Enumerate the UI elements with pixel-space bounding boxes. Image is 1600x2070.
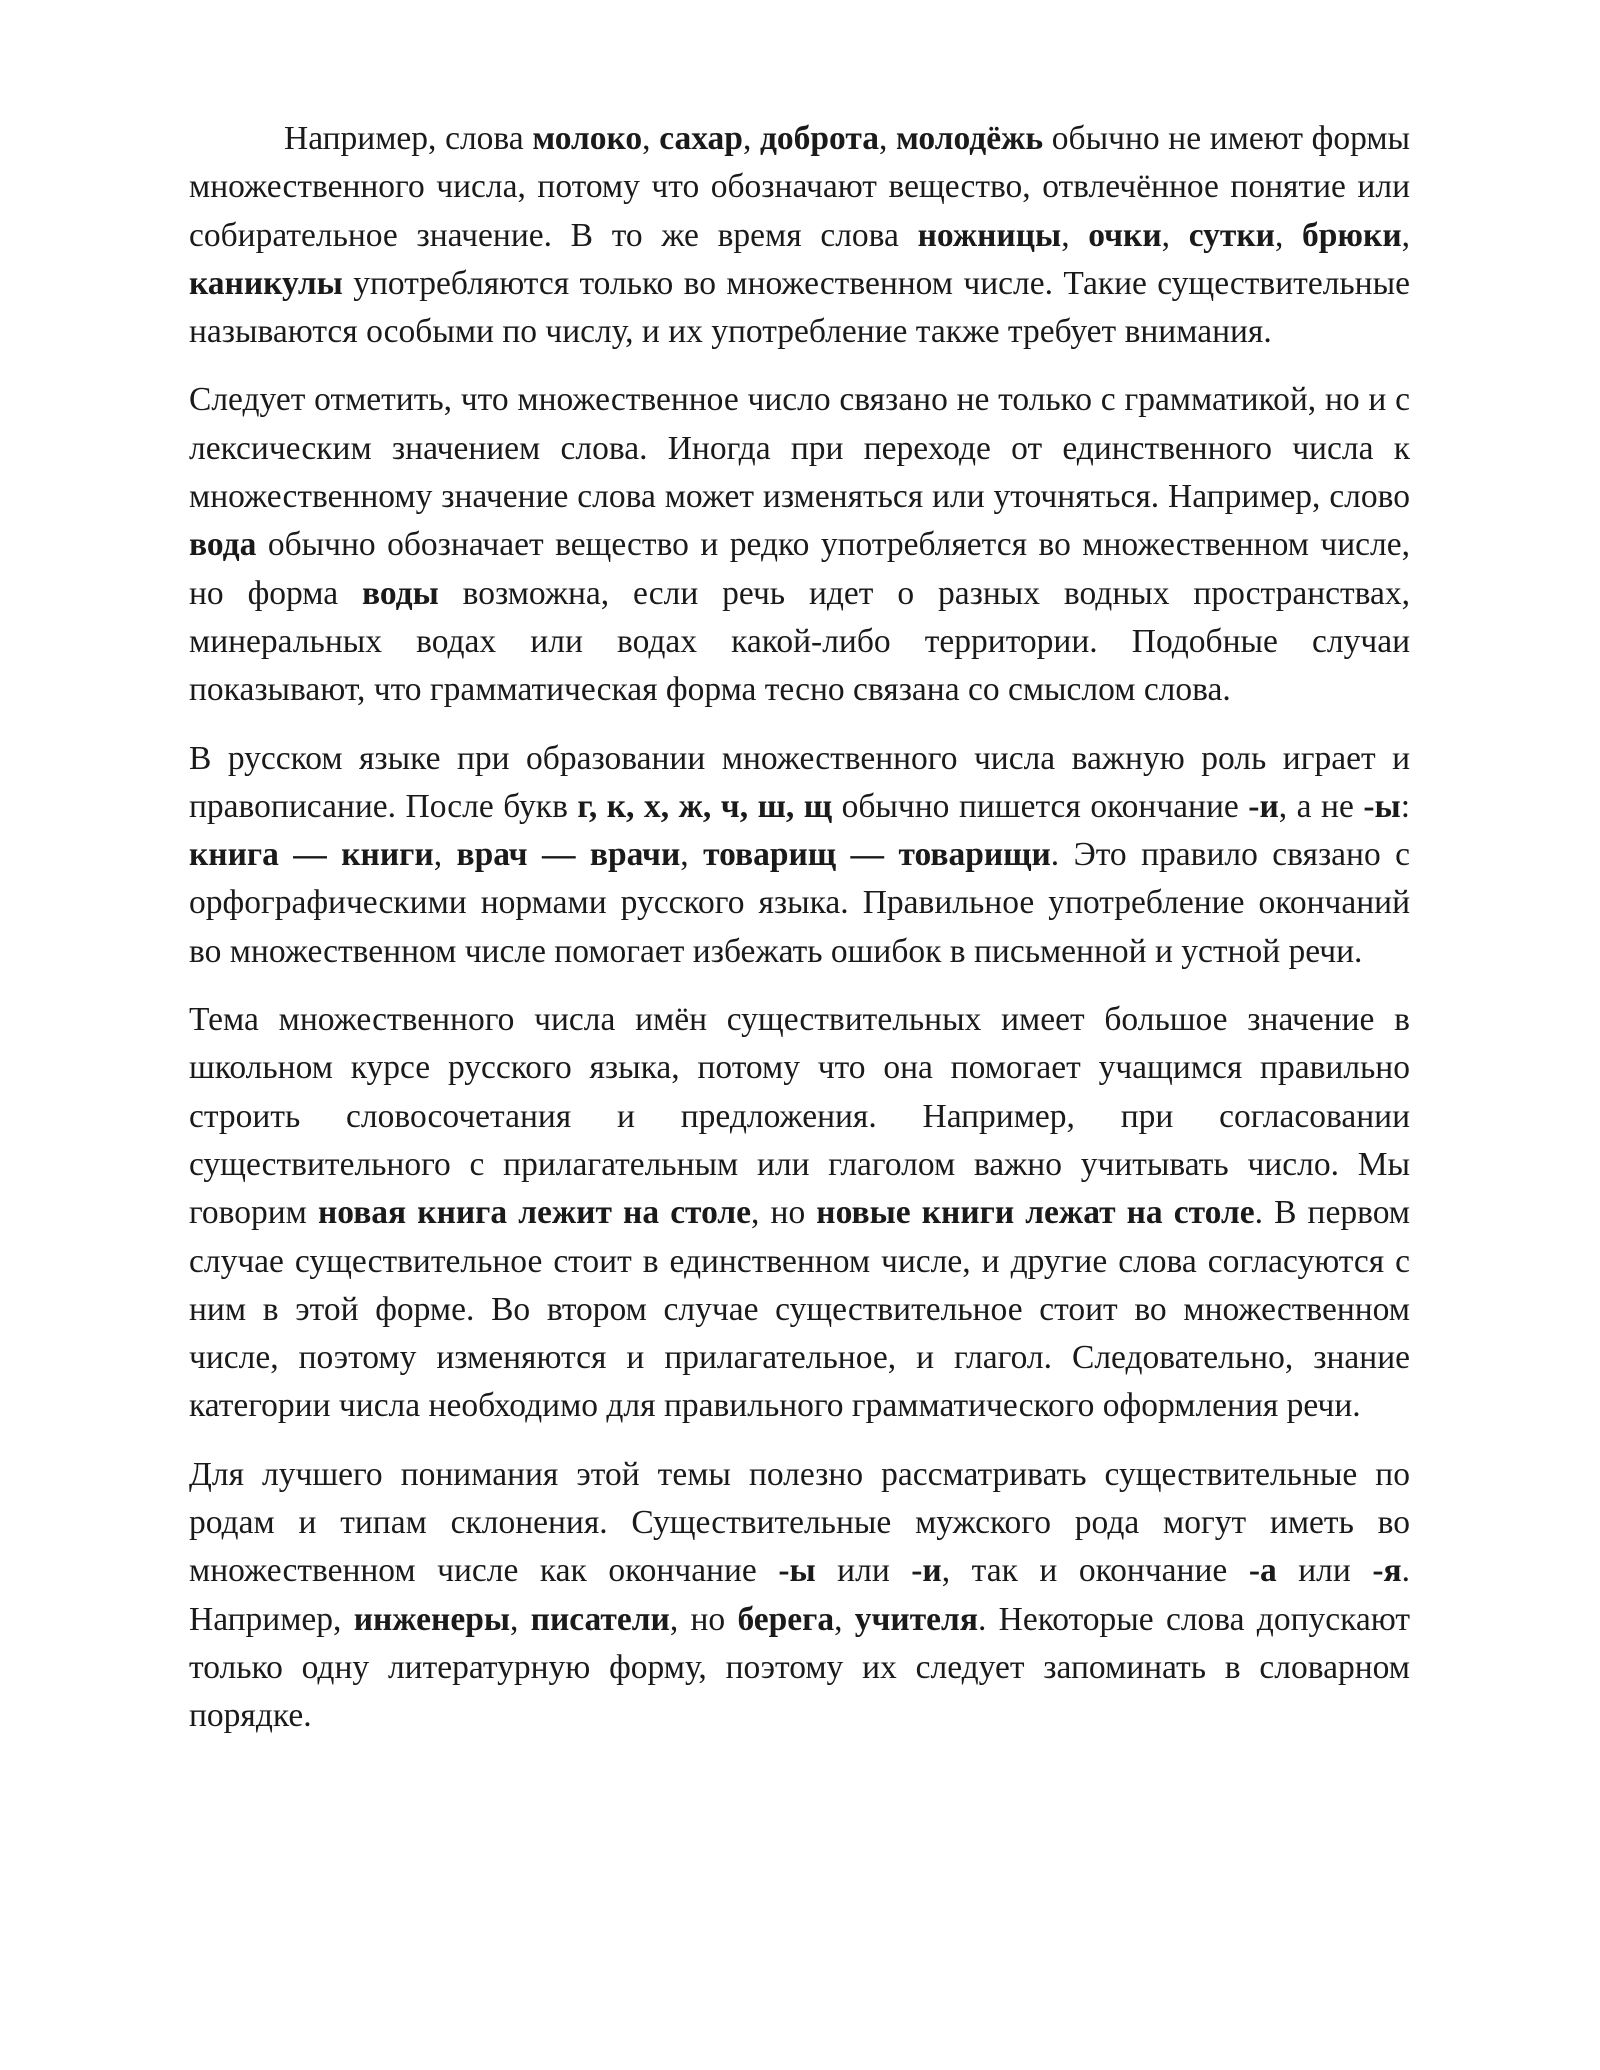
bold-term: -а [1248, 1552, 1277, 1590]
text-run: , [742, 120, 760, 157]
bold-term: инженеры [353, 1600, 510, 1638]
text-run: , [1274, 216, 1303, 254]
text-run: возможна, если речь идет о разных водных пространствах, минеральных водах или водах какой-либо территории. Подобные случаи показывают, что грамматическая форма тесно связана со смыслом слова. [189, 574, 1410, 709]
text-run: или [1276, 1552, 1373, 1590]
text-run: , но [751, 1194, 817, 1232]
text-run: . Некоторые слова допускают только одну литературную форму, поэтому их следует запоминать в словарном порядке. [189, 1600, 1411, 1735]
text-run: . Например, [189, 1552, 1411, 1638]
text-run: Следует отметить, что множественное число связано не только с грамматикой, но и с лексическим значением слова. Иногда при переходе от единственного числа к множественному значение слова может изменяться или уточняться. Например, слово [189, 381, 1410, 516]
text-run: , а не [1278, 787, 1364, 825]
bold-term: воды [362, 574, 439, 612]
bold-term: каникулы [189, 264, 343, 302]
bold-term: -ы [1363, 787, 1401, 825]
paragraph [189, 376, 1410, 714]
text-run: , [1161, 216, 1189, 254]
paragraph [189, 1451, 1410, 1741]
text-run: Тема множественного числа имён существительных имеет большое значение в школьном курсе русского языка, потому что она помогает учащимся правильно строить словосочетания и предложения. Например, при согласовании существительного с прилагательным или глаголом важно учитывать число. Мы говорим [189, 1001, 1410, 1232]
bold-term: новые книги лежат на столе [816, 1194, 1255, 1232]
bold-term: новая книга лежит на столе [317, 1194, 752, 1232]
paragraph [189, 735, 1410, 976]
text-run: , [879, 120, 897, 157]
text-run: , [680, 836, 704, 874]
bold-term: врач — врачи [456, 836, 681, 874]
bold-term: писатели [530, 1600, 670, 1638]
bold-term: брюки [1302, 216, 1402, 254]
text-run: обычно обозначает вещество и редко употребляется во множественном числе, но форма [189, 526, 1410, 612]
bold-term: -и [911, 1552, 942, 1590]
text-run: , [642, 120, 660, 157]
bold-term: товарищ — товарищи [703, 836, 1051, 874]
bold-term: г, к, х, ж, ч, ш, щ [577, 787, 833, 825]
text-run: , [509, 1600, 531, 1638]
text-run: Для лучшего понимания этой темы полезно рассматривать существительные по родам и типам склонения. Существительные мужского рода могут иметь во множественном числе как окончание [189, 1455, 1410, 1590]
bold-term: молодёжь [896, 120, 1044, 157]
text-run: . Это правило связано с орфографическими нормами русского языка. Правильное употребление окончаний во множественном числе помогает избежать ошибок в письменной и устной речи. [189, 836, 1411, 970]
text-run: или [815, 1552, 912, 1590]
text-run: , [1061, 216, 1089, 254]
document-page [189, 115, 1410, 1761]
text-run: обычно не имеют формы множественного числа, потому что обозначают вещество, отвлечённое понятие или собирательное значение. В то же время слова [189, 120, 1411, 254]
bold-term: ножницы [917, 216, 1062, 254]
text-run: . В первом случае существительное стоит в единственном числе, и другие слова согласуются с ним в этой форме. Во втором случае существительное стоит во множественном числе, поэтому изменяются и прилагательное, и глагол. Следовательно, знание категории числа необходимо для правильного грамматического оформления речи. [189, 1194, 1411, 1425]
text-run: Например, слова [284, 120, 533, 157]
bold-term: сутки [1188, 216, 1275, 254]
bold-term: -ы [778, 1552, 816, 1590]
text-run: , [433, 836, 457, 874]
bold-term: -я [1372, 1552, 1402, 1590]
bold-term: сахар [659, 120, 743, 157]
text-run: : [1400, 787, 1411, 825]
text-run: обычно пишется окончание [832, 787, 1249, 825]
paragraph [189, 115, 1410, 356]
bold-term: учителя [854, 1600, 978, 1638]
paragraph [189, 996, 1410, 1431]
text-run: , так и окончание [941, 1552, 1249, 1590]
text-run: , [834, 1600, 855, 1638]
bold-term: молоко [532, 120, 643, 157]
text-run: В русском языке при образовании множественного числа важную роль играет и правописание. После букв [189, 739, 1410, 825]
bold-term: вода [189, 526, 257, 564]
bold-term: берега [737, 1600, 835, 1638]
text-run: , [1401, 216, 1410, 254]
bold-term: доброта [759, 120, 879, 157]
text-run: , но [669, 1600, 738, 1638]
bold-term: очки [1088, 216, 1162, 254]
bold-term: -и [1248, 787, 1279, 825]
bold-term: книга — книги [189, 836, 434, 874]
text-run: употребляются только во множественном числе. Такие существительные называются особыми по числу, и их употребление также требует внимания. [189, 264, 1410, 351]
